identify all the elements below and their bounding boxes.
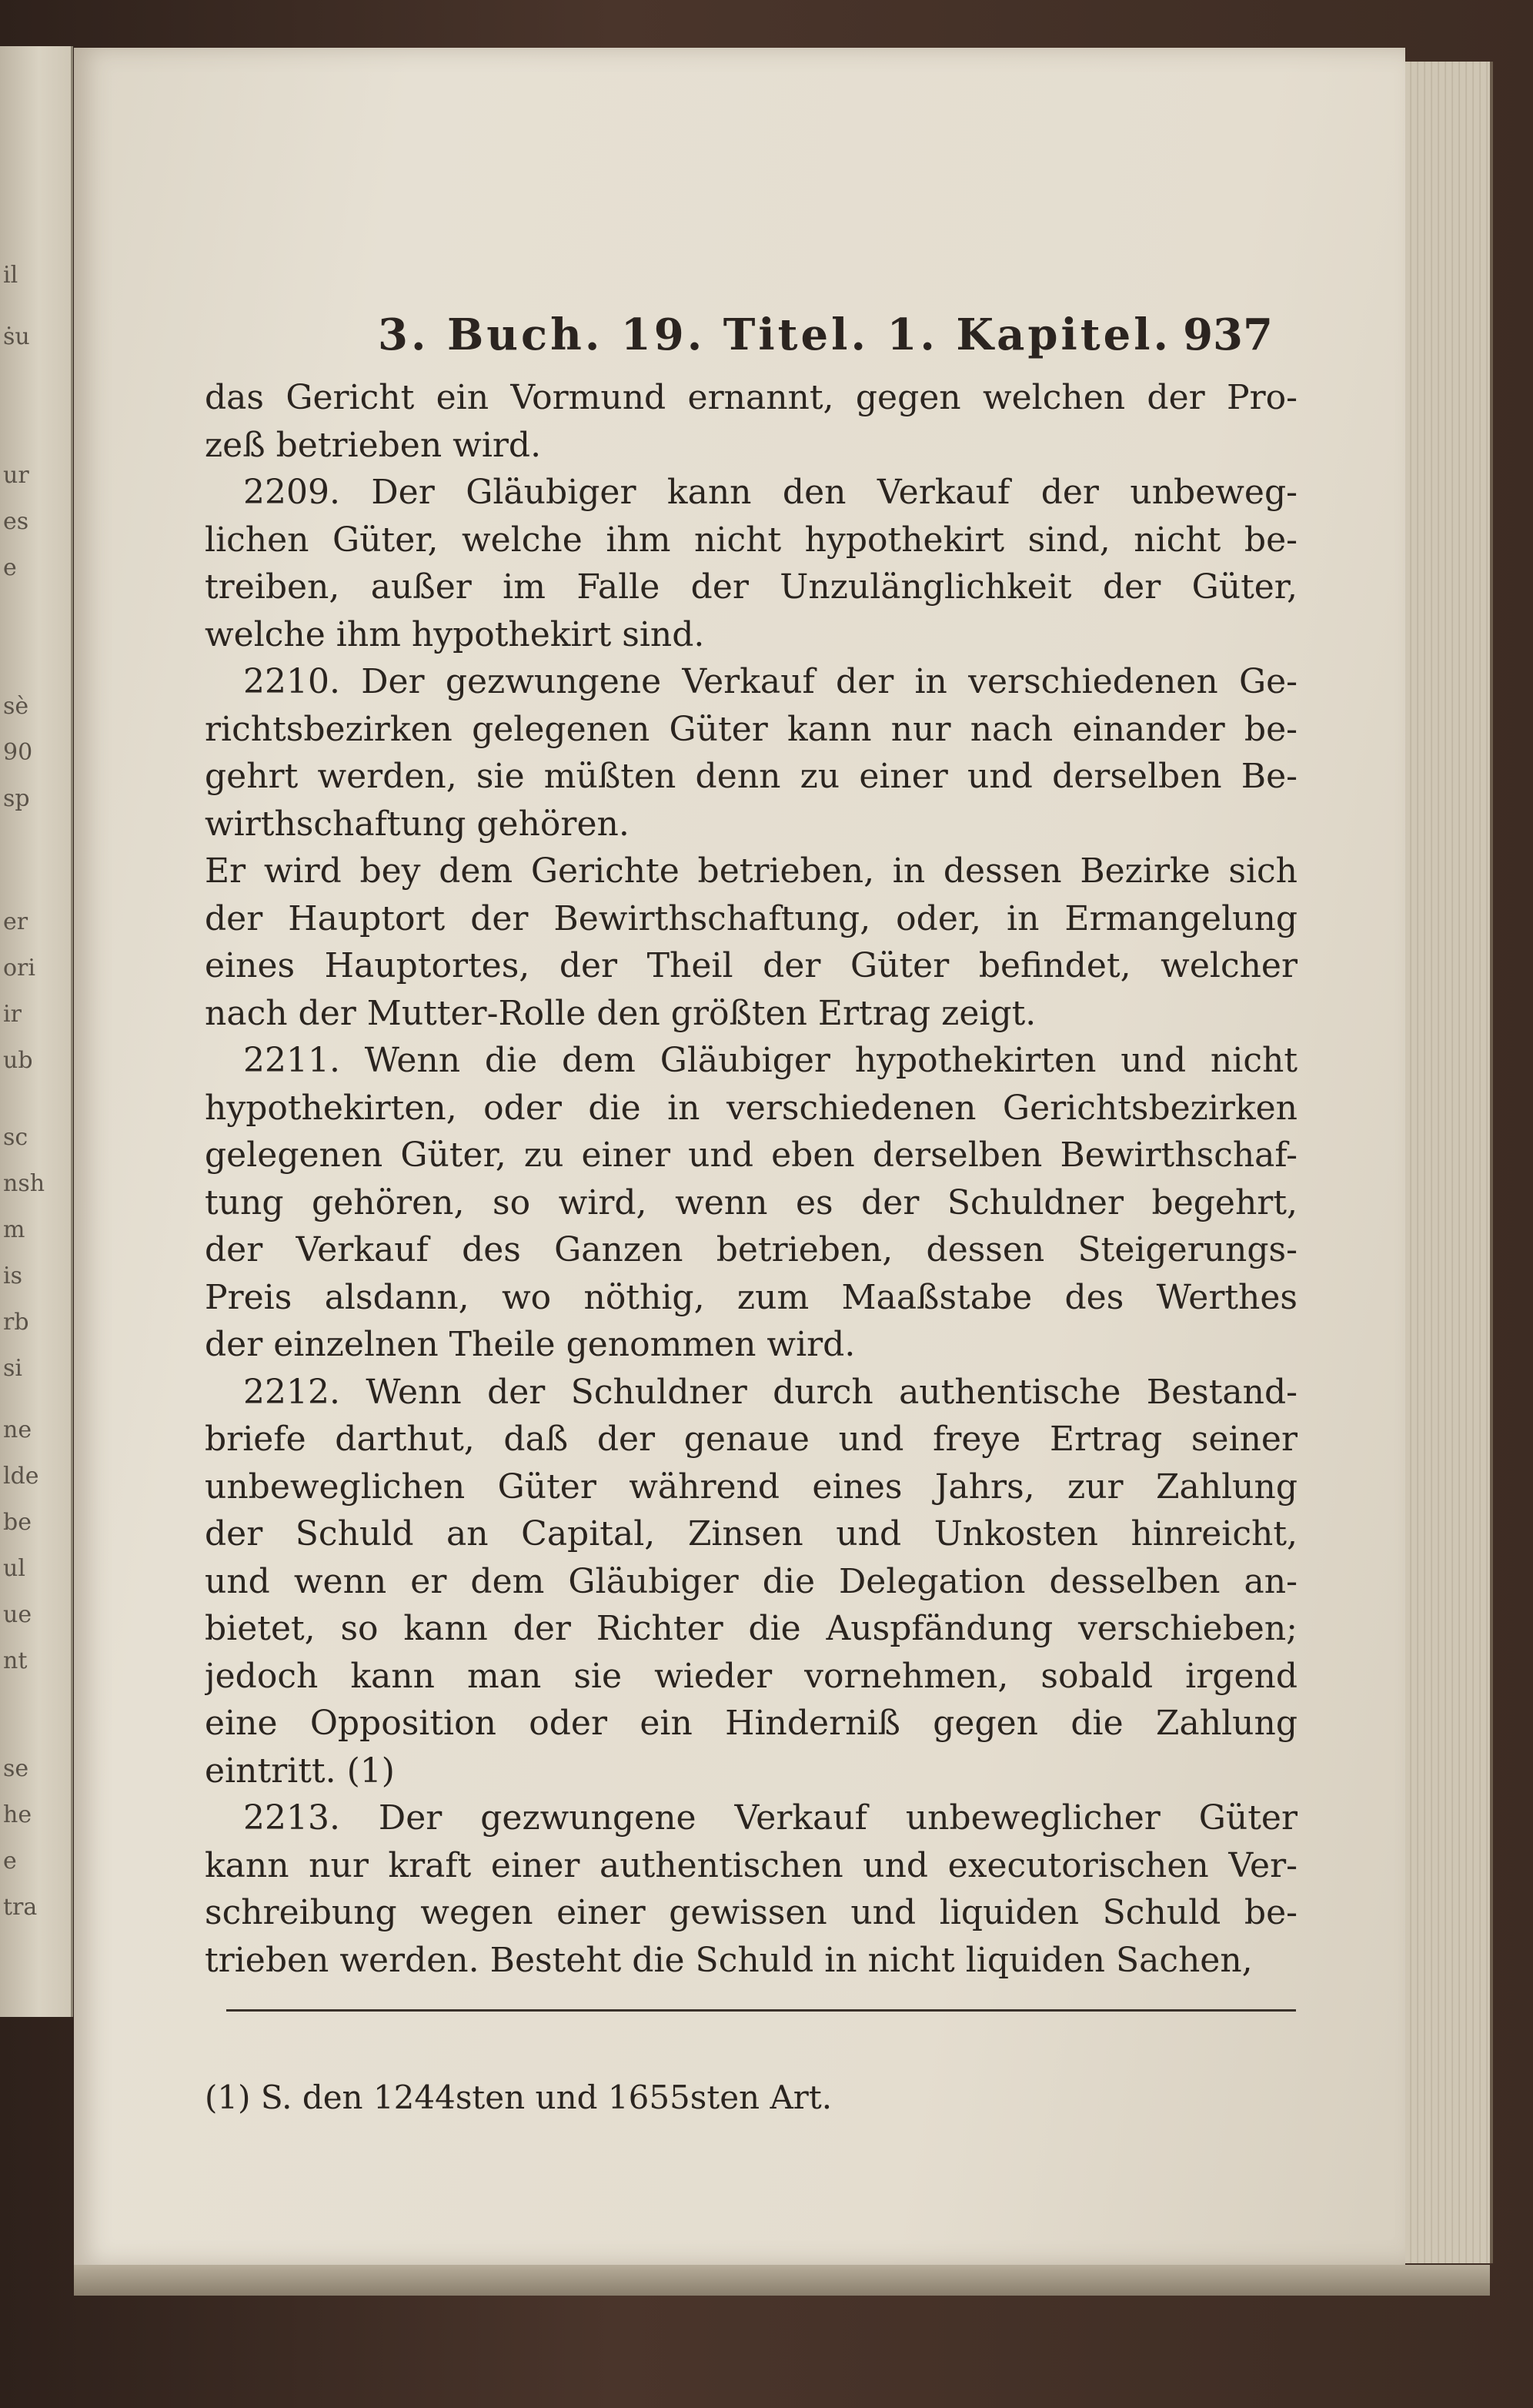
text-line: richtsbezirken gelegenen Güter kann nur nach einander be-: [205, 709, 1298, 749]
text-line: briefe darthut, daß der genaue und freye Ertrag seiner: [205, 1420, 1298, 1459]
text-line: unbeweglichen Güter während eines Jahrs, zur Zahlung: [205, 1467, 1298, 1507]
footnote-divider: [226, 2009, 1296, 2012]
text-line: der einzelnen Theile genommen wird.: [205, 1325, 856, 1364]
text-line: schreibung wegen einer gewissen und liquiden Schuld be-: [205, 1893, 1298, 1932]
facing-page-fragment: sp: [3, 785, 30, 812]
text-line: treiben, außer im Falle der Unzulänglichkeit der Güter,: [205, 567, 1298, 607]
page-body: [205, 374, 1298, 1984]
facing-page-fragment: si: [3, 1355, 22, 1382]
facing-page-fragment: se: [3, 1755, 29, 1782]
facing-page-fragment: nsh: [3, 1170, 45, 1197]
facing-page-fragment: ne: [3, 1416, 32, 1443]
facing-page-fragment: ub: [3, 1047, 33, 1074]
facing-page-fragment: ṡu: [3, 323, 30, 350]
facing-page-fragment: 90: [3, 739, 33, 766]
facing-page-strip: [0, 46, 73, 2017]
facing-page-fragment: ir: [3, 1001, 22, 1028]
facing-page-fragment: es: [3, 508, 29, 535]
running-header: [74, 309, 1405, 371]
text-line: gehrt werden, sie müßten denn zu einer und derselben Be-: [205, 757, 1298, 796]
facing-page-fragment: is: [3, 1263, 22, 1289]
text-line: eines Hauptortes, der Theil der Güter befindet, welcher: [205, 946, 1298, 985]
page-edges: [1405, 62, 1493, 2263]
facing-page-fragment: er: [3, 908, 28, 935]
facing-page-fragment: tra: [3, 1894, 38, 1921]
text-line: lichen Güter, welche ihm nicht hypothekirt sind, nicht be-: [205, 520, 1298, 560]
text-line: 2209. Der Gläubiger kann den Verkauf der unbeweg-: [243, 473, 1298, 512]
text-line: 2213. Der gezwungene Verkauf unbeweglicher Güter: [243, 1798, 1298, 1838]
facing-page-fragment: be: [3, 1509, 32, 1536]
text-line: bietet, so kann der Richter die Auspfändung verschieben;: [205, 1609, 1298, 1648]
text-line: trieben werden. Besteht die Schuld in nicht liquiden Sachen,: [205, 1940, 1253, 1980]
text-line: eintritt. (1): [205, 1751, 395, 1791]
text-line: nach der Mutter-Rolle den größten Ertrag zeigt.: [205, 993, 1037, 1033]
text-line: wirthschaftung gehören.: [205, 804, 630, 844]
page-bottom-edge: [74, 2265, 1490, 2296]
facing-page-fragment: ue: [3, 1601, 32, 1628]
text-line: jedoch kann man sie wieder vornehmen, sobald irgend: [205, 1656, 1298, 1696]
header-title: 3. Buch. 19. Titel. 1. Kapitel.: [378, 309, 1172, 360]
facing-page-fragment: he: [3, 1801, 32, 1828]
facing-page-fragment: il: [3, 262, 18, 289]
text-line: 2211. Wenn die dem Gläubiger hypothekirten und nicht: [243, 1041, 1298, 1080]
facing-page-fragment: m: [3, 1216, 25, 1243]
facing-page-fragment: ul: [3, 1555, 25, 1582]
facing-page-fragment: rb: [3, 1309, 29, 1336]
text-line: Preis alsdann, wo nöthig, zum Maaßstabe des Werthes: [205, 1277, 1298, 1317]
text-line: welche ihm hypothekirt sind.: [205, 614, 705, 654]
facing-page-fragment: e: [3, 1848, 17, 1875]
text-line: 2210. Der gezwungene Verkauf der in verschiedenen Ge-: [243, 662, 1298, 701]
text-line: tung gehören, so wird, wenn es der Schuldner begehrt,: [205, 1182, 1298, 1222]
text-line: gelegenen Güter, zu einer und eben derselben Bewirthschaf-: [205, 1135, 1298, 1175]
facing-page-fragment: sc: [3, 1124, 28, 1151]
facing-page-fragment: nt: [3, 1647, 28, 1674]
text-line: und wenn er dem Gläubiger die Delegation desselben an-: [205, 1561, 1298, 1601]
facing-page-fragment: sè: [3, 693, 29, 720]
text-line: der Verkauf des Ganzen betrieben, dessen Steigerungs-: [205, 1230, 1298, 1269]
footnote: (1) S. den 1244sten und 1655sten Art.: [205, 2079, 833, 2116]
text-line: das Gericht ein Vormund ernannt, gegen welchen der Pro-: [205, 378, 1298, 417]
facing-page-fragment: ori: [3, 955, 35, 982]
text-line: eine Opposition oder ein Hinderniß gegen die Zahlung: [205, 1704, 1298, 1743]
text-line: hypothekirten, oder die in verschiedenen Gerichtsbezirken: [205, 1088, 1298, 1128]
text-line: der Hauptort der Bewirthschaftung, oder, in Ermangelung: [205, 898, 1298, 938]
text-line: 2212. Wenn der Schuldner durch authentische Bestand-: [243, 1372, 1298, 1412]
facing-page-fragment: ur: [3, 462, 29, 489]
text-line: zeß betrieben wird.: [205, 425, 542, 465]
facing-page-fragment: lde: [3, 1463, 39, 1490]
text-line: der Schuld an Capital, Zinsen und Unkosten hinreicht,: [205, 1514, 1298, 1553]
book-page: [74, 48, 1405, 2265]
facing-page-fragment: e: [3, 554, 17, 581]
text-line: Er wird bey dem Gerichte betrieben, in dessen Bezirke sich: [205, 851, 1298, 891]
page-number: 937: [1183, 309, 1273, 360]
text-line: kann nur kraft einer authentischen und executorischen Ver-: [205, 1845, 1298, 1885]
